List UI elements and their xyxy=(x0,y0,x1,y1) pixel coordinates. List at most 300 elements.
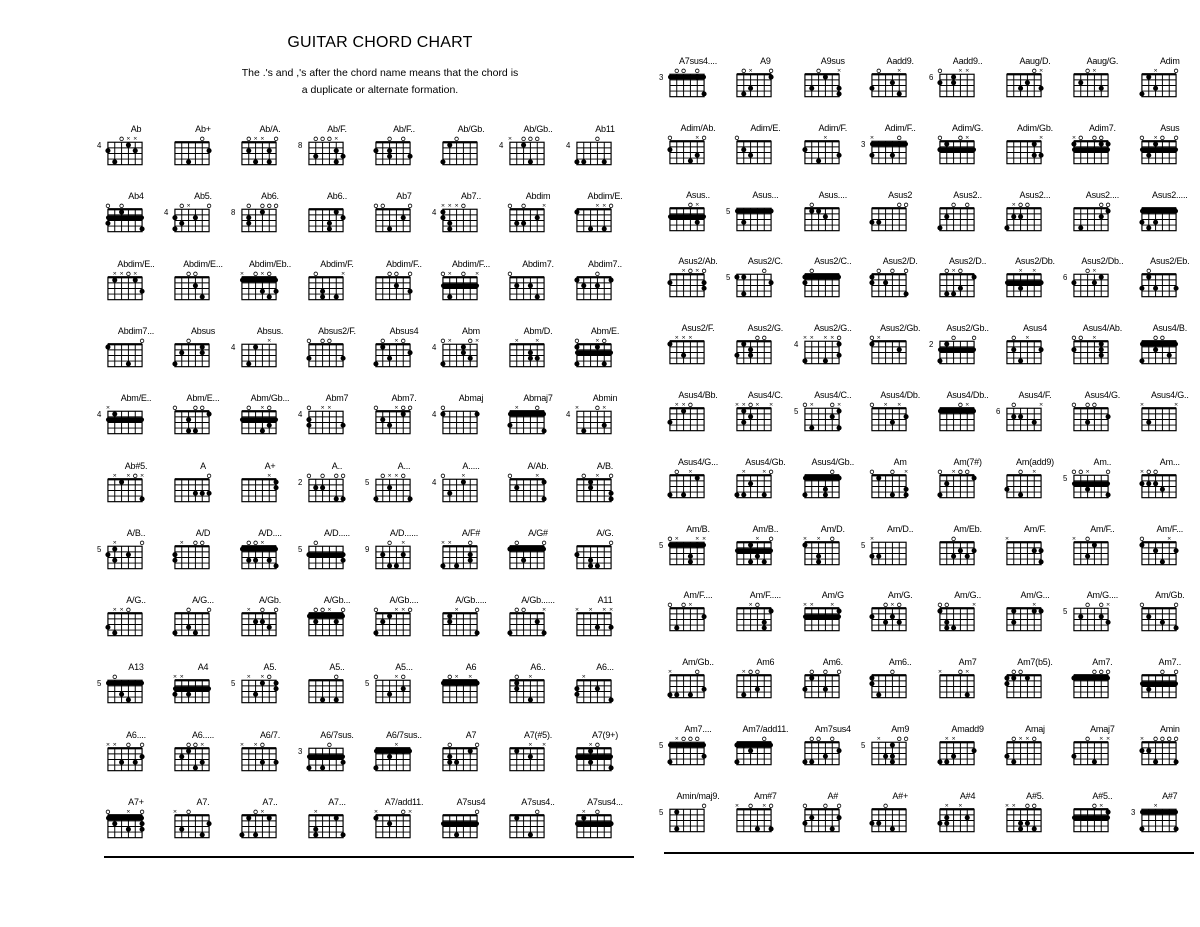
svg-text:×: × xyxy=(1039,134,1044,142)
chord-diagram xyxy=(96,134,145,170)
chord-asus2-ab-right-3-0 xyxy=(667,256,729,306)
chord-am7-add11-right-10-1 xyxy=(734,724,796,774)
chord-diagram xyxy=(96,672,145,708)
chord-diagram xyxy=(306,807,346,843)
chord-abm-left-3-5 xyxy=(431,325,502,376)
chord-diagram xyxy=(507,807,547,843)
chord-name: Am.. xyxy=(1093,456,1112,467)
chord-asus4-right-4-5 xyxy=(1004,323,1066,373)
svg-text:×: × xyxy=(239,740,244,748)
chord-a-g-left-7-1 xyxy=(172,595,234,645)
chord-name: A7/add11. xyxy=(384,797,424,807)
chord-name: A6 xyxy=(465,662,477,673)
svg-text:×: × xyxy=(200,740,205,748)
chord-name: Abdim/F... xyxy=(451,258,490,269)
chord-diagram xyxy=(734,534,774,570)
chord-name: Asus2... xyxy=(1019,189,1051,200)
chord-name: Asus4/C.. xyxy=(814,390,852,400)
svg-text:×: × xyxy=(1072,534,1077,542)
chord-diagram xyxy=(1004,266,1044,302)
chord-diagram xyxy=(239,807,279,843)
chord-name: Am7.... xyxy=(684,724,712,734)
chord-diagram xyxy=(802,266,842,302)
chord-name: A/Gb.... xyxy=(389,595,419,606)
chord-name: Ab/F.. xyxy=(393,124,415,134)
chord-name: Adim xyxy=(1159,56,1180,66)
chord-asus2-g-right-4-2 xyxy=(793,323,864,373)
chord-diagram xyxy=(1071,66,1111,102)
svg-text:×: × xyxy=(802,534,807,542)
chord-name: A7sus4 xyxy=(456,797,486,807)
svg-text:×: × xyxy=(674,334,679,342)
chord-diagram xyxy=(574,672,614,708)
chord-diagram xyxy=(1139,266,1179,302)
svg-text:×: × xyxy=(447,337,452,345)
svg-text:4: 4 xyxy=(431,410,437,420)
svg-text:×: × xyxy=(514,404,519,412)
chord-asharp5-right-11-6 xyxy=(1071,790,1136,841)
chord-diagram xyxy=(869,600,909,636)
chord-name: Adim7. xyxy=(1088,122,1116,133)
chord-asus4-f-right-5-5 xyxy=(995,390,1066,440)
chord-asus-right-1-7 xyxy=(1139,123,1200,173)
chord-diagram xyxy=(306,269,346,305)
svg-text:×: × xyxy=(588,606,593,614)
svg-text:2: 2 xyxy=(297,477,303,487)
chord-diagram xyxy=(667,200,707,236)
chord-name: Asus2/C. xyxy=(747,256,783,267)
chord-name: A/Gb...... xyxy=(521,595,555,606)
chord-name: Aaug/G. xyxy=(1086,56,1119,66)
chord-a-d-left-6-1 xyxy=(172,528,234,578)
chord-name: Abmaj7 xyxy=(523,393,553,404)
chord-name: Abm7 xyxy=(325,393,349,404)
chord-name: Am xyxy=(893,456,907,467)
svg-text:×: × xyxy=(126,808,131,816)
chord-asus-right-2-2 xyxy=(802,190,864,240)
chord-name: A#4 xyxy=(959,790,976,801)
svg-text:×: × xyxy=(769,401,774,409)
chord-amaj-right-10-5 xyxy=(1004,724,1066,774)
svg-text:×: × xyxy=(260,269,265,277)
svg-text:×: × xyxy=(112,539,117,547)
svg-text:×: × xyxy=(334,135,339,143)
chord-name: Abm7. xyxy=(391,393,417,404)
svg-text:×: × xyxy=(260,135,265,143)
chord-name: Amadd9 xyxy=(951,724,984,734)
chord-name: Abdim/Eb.. xyxy=(248,258,292,269)
svg-text:×: × xyxy=(267,337,272,345)
svg-text:×: × xyxy=(695,267,700,275)
chord-diagram xyxy=(658,66,707,102)
svg-text:4: 4 xyxy=(565,410,571,420)
chord-diagram xyxy=(937,266,977,302)
chord-am6-right-9-1 xyxy=(734,657,796,707)
svg-text:×: × xyxy=(958,67,963,75)
chord-diagram xyxy=(565,403,614,439)
svg-text:×: × xyxy=(1092,67,1097,75)
chord-abdim-eb-left-2-2 xyxy=(239,259,301,309)
chord-name: A6.... xyxy=(126,729,146,740)
chord-a6-left-8-5 xyxy=(440,662,502,712)
chord-diagram xyxy=(440,672,480,708)
svg-text:×: × xyxy=(1153,134,1158,142)
chord-a7-left-10-3 xyxy=(306,797,368,847)
chord-diagram xyxy=(96,538,145,574)
chord-adim-ab-right-1-0 xyxy=(667,123,729,173)
chord-name: Asus2/Ab. xyxy=(678,256,718,267)
chord-abdim-f-left-2-5 xyxy=(440,259,502,309)
chord-name: Ab/A. xyxy=(259,124,281,134)
chord-a7sus4-left-10-5 xyxy=(440,797,502,847)
svg-text:×: × xyxy=(105,404,110,412)
chord-name: A/D...... xyxy=(389,527,419,538)
chord-abdim-f-left-2-3 xyxy=(306,259,368,309)
chord-name: Am/Gb.. xyxy=(682,657,714,668)
chord-name: Ab/Gb. xyxy=(457,124,485,134)
chord-name: Asus2/Gb. xyxy=(880,323,921,334)
chord-name: A/G.. xyxy=(126,595,146,606)
chord-am-g-right-8-3 xyxy=(869,590,931,640)
chord-name: Asus2/F. xyxy=(681,323,715,334)
chord-diagram xyxy=(297,403,346,439)
chord-diagram xyxy=(802,667,842,703)
chord-name: Asus4/Gb.. xyxy=(811,456,855,467)
chord-name: Asus4/G... xyxy=(677,456,719,467)
chord-a6-left-8-6 xyxy=(507,662,569,712)
svg-text:×: × xyxy=(253,135,258,143)
chord-name: Am6.. xyxy=(888,657,912,668)
chord-name: A7... xyxy=(328,797,346,807)
chord-name: Abdim7... xyxy=(117,325,155,336)
svg-text:×: × xyxy=(327,404,332,412)
svg-text:×: × xyxy=(836,67,841,75)
chord-name: A/B.. xyxy=(126,527,146,538)
svg-text:×: × xyxy=(260,808,265,816)
svg-text:4: 4 xyxy=(431,477,437,487)
chord-ab-f-left-0-4 xyxy=(373,124,435,174)
chord-abm7-left-4-3 xyxy=(297,393,368,443)
svg-text:4: 4 xyxy=(431,342,437,352)
chord-diagram xyxy=(1004,600,1044,636)
chord-name: Ab6. xyxy=(261,191,279,202)
svg-text:×: × xyxy=(246,673,251,681)
chord-name: Asus2 xyxy=(888,189,913,200)
chord-name: Adim/F.. xyxy=(884,122,916,133)
chord-name: Asus4/Bb. xyxy=(678,390,718,400)
chord-ab5-left-1-1 xyxy=(163,191,234,241)
chord-name: Am7(b5). xyxy=(1017,657,1053,668)
chord-amin-maj9-right-11-0 xyxy=(658,790,729,841)
chord-name: Abdim/F.. xyxy=(386,258,422,269)
chord-amadd9-right-10-4 xyxy=(937,724,999,774)
svg-text:×: × xyxy=(542,606,547,614)
chord-a-gb-left-7-4 xyxy=(373,595,435,645)
chord-name: Asus2/D. xyxy=(882,256,918,267)
chord-a-d-left-6-4 xyxy=(364,527,435,578)
svg-text:×: × xyxy=(1032,468,1037,476)
chord-a7-left-10-1 xyxy=(172,797,234,847)
chord-diagram xyxy=(1139,133,1179,169)
chord-diagram xyxy=(1071,667,1111,703)
chord-name: Am/F.. xyxy=(1090,523,1115,534)
chord-diagram xyxy=(658,801,707,837)
chord-diagram xyxy=(802,734,842,770)
chord-diagram xyxy=(1139,600,1179,636)
svg-text:×: × xyxy=(1011,802,1016,810)
chord-name: Am7. xyxy=(1092,657,1113,668)
svg-text:4: 4 xyxy=(163,208,169,218)
chord-name: Amin xyxy=(1159,724,1180,734)
svg-text:×: × xyxy=(971,601,976,609)
chord-name: Am/Gb. xyxy=(1155,590,1185,601)
svg-text:5: 5 xyxy=(96,544,102,554)
svg-text:×: × xyxy=(105,740,110,748)
chord-diagram xyxy=(440,269,480,305)
chord-diagram xyxy=(431,336,480,372)
svg-text:×: × xyxy=(964,67,969,75)
chord-name: Abdim/E... xyxy=(183,258,223,269)
chord-name: Am(7#) xyxy=(953,456,982,467)
chord-diagram xyxy=(1139,734,1179,770)
chord-name: Am/F..... xyxy=(749,590,781,601)
chord-am6-right-9-2 xyxy=(802,657,864,707)
chord-diagram xyxy=(734,600,774,636)
svg-text:×: × xyxy=(1139,468,1144,476)
right-bottom-rule xyxy=(664,852,1194,854)
svg-text:×: × xyxy=(674,401,679,409)
chord-diagram xyxy=(734,734,774,770)
chord-diagram xyxy=(507,201,547,237)
chord-name: Absus xyxy=(190,325,215,336)
chord-a7-left-10-2 xyxy=(239,797,301,847)
chord-asus2-right-2-3 xyxy=(869,190,931,240)
chord-am-f-right-8-0 xyxy=(667,590,729,640)
chord-diagram xyxy=(373,605,413,641)
chord-asus2-eb-right-3-7 xyxy=(1139,256,1200,306)
svg-text:×: × xyxy=(951,468,956,476)
svg-text:×: × xyxy=(260,539,265,547)
chord-diagram xyxy=(1004,801,1044,837)
svg-text:×: × xyxy=(320,404,325,412)
svg-text:×: × xyxy=(681,334,686,342)
chord-diagram xyxy=(1063,266,1111,302)
chord-name: A7(9+) xyxy=(591,729,619,740)
chord-diagram xyxy=(802,133,842,169)
chord-adim-gb-right-1-5 xyxy=(1004,123,1066,173)
chord-ab11-left-0-7 xyxy=(565,124,636,174)
chord-am-d-right-7-3 xyxy=(861,523,931,574)
svg-text:×: × xyxy=(1085,468,1090,476)
chord-name: Abdim/E.. xyxy=(117,258,155,269)
chord-asus2-right-2-6 xyxy=(1071,190,1133,240)
svg-text:×: × xyxy=(742,668,747,676)
chord-diagram xyxy=(869,400,909,436)
svg-text:×: × xyxy=(119,606,124,614)
svg-text:5: 5 xyxy=(861,740,866,750)
chord-diagram xyxy=(297,740,346,776)
svg-text:5: 5 xyxy=(297,544,303,554)
chord-diagram xyxy=(667,667,707,703)
svg-text:×: × xyxy=(246,606,251,614)
svg-text:5: 5 xyxy=(364,477,370,487)
chord-diagram xyxy=(667,600,707,636)
svg-text:×: × xyxy=(447,269,452,277)
svg-text:×: × xyxy=(327,606,332,614)
chord-diagram xyxy=(1139,467,1179,503)
chord-diagram xyxy=(574,538,614,574)
chord-a9sus-right-0-2 xyxy=(802,56,864,106)
svg-text:×: × xyxy=(1018,735,1023,743)
chord-a6-7sus-left-9-3 xyxy=(297,729,368,780)
svg-text:×: × xyxy=(119,269,124,277)
svg-text:5: 5 xyxy=(726,273,731,283)
svg-text:×: × xyxy=(595,202,600,210)
chord-name: Am/D.. xyxy=(887,523,914,534)
chord-diagram xyxy=(1004,333,1044,369)
chord-a-d-left-6-2 xyxy=(239,528,301,578)
chord-am7sus4-right-10-2 xyxy=(802,724,864,774)
chord-name: A/D xyxy=(195,527,211,538)
svg-text:×: × xyxy=(748,67,753,75)
chord-asharp4-right-11-4 xyxy=(937,791,999,841)
svg-text:×: × xyxy=(1032,601,1037,609)
svg-text:×: × xyxy=(581,808,586,816)
chord-a5-left-8-4 xyxy=(364,662,435,712)
svg-text:5: 5 xyxy=(96,679,102,689)
chord-diagram xyxy=(172,605,212,641)
svg-text:×: × xyxy=(595,471,600,479)
chord-diagram xyxy=(802,801,842,837)
chord-asus2-d-right-3-3 xyxy=(869,256,931,306)
chord-aadd9-right-0-4 xyxy=(928,56,999,106)
chord-name: Adim/E. xyxy=(750,122,781,133)
chord-absus4-left-3-4 xyxy=(373,326,435,376)
svg-text:5: 5 xyxy=(230,679,236,689)
chord-diagram xyxy=(364,672,413,708)
chord-diagram xyxy=(861,133,909,169)
chord-ab-f-left-0-3 xyxy=(297,124,368,174)
svg-text:×: × xyxy=(440,202,445,210)
chord-diagram xyxy=(937,200,977,236)
chord-diagram xyxy=(937,667,977,703)
chord-diagram xyxy=(928,333,977,369)
chord-name: A/D.... xyxy=(258,527,282,538)
chord-name: Asus2/G. xyxy=(747,323,784,334)
svg-text:×: × xyxy=(447,539,452,547)
svg-text:×: × xyxy=(688,334,693,342)
chord-diagram xyxy=(507,538,547,574)
chord-ab7-left-1-4 xyxy=(373,191,435,241)
chord-am-g-right-8-5 xyxy=(1004,590,1066,640)
svg-text:×: × xyxy=(964,401,969,409)
chord-name: A/G. xyxy=(596,527,614,538)
chord-diagram xyxy=(498,134,547,170)
chord-diagram xyxy=(1004,534,1044,570)
chord-diagram xyxy=(1071,734,1111,770)
chord-diagram xyxy=(105,807,145,843)
note-line-2: a duplicate or alternate formation. xyxy=(301,84,459,96)
svg-text:×: × xyxy=(1004,534,1009,542)
svg-text:×: × xyxy=(1039,401,1044,409)
chord-a-left-5-5 xyxy=(431,460,502,511)
chord-name: A7sus4... xyxy=(587,797,623,807)
svg-text:×: × xyxy=(1153,67,1158,75)
chord-ab6-left-1-2 xyxy=(230,191,301,241)
chord-name: Abm/E... xyxy=(186,393,220,404)
chord-diagram xyxy=(1004,467,1044,503)
svg-text:×: × xyxy=(702,534,707,542)
svg-text:×: × xyxy=(313,808,318,816)
svg-text:×: × xyxy=(588,740,593,748)
chord-diagram xyxy=(172,538,212,574)
chord-a-left-5-1 xyxy=(172,461,234,511)
svg-text:×: × xyxy=(528,673,533,681)
chord-diagram xyxy=(230,336,279,372)
chord-name: Amaj7 xyxy=(1090,724,1115,734)
chord-diagram xyxy=(373,201,413,237)
chord-abm-e-left-3-7 xyxy=(574,326,636,376)
chord-adim-f-right-1-2 xyxy=(802,123,864,173)
chord-name: Asus... xyxy=(752,189,779,200)
chord-diagram xyxy=(306,336,346,372)
chord-diagram xyxy=(574,336,614,372)
svg-text:×: × xyxy=(475,337,480,345)
svg-text:×: × xyxy=(595,337,600,345)
svg-text:×: × xyxy=(681,267,686,275)
chord-am-f-right-7-6 xyxy=(1071,524,1133,574)
chord-name: Asus4/Db. xyxy=(880,390,921,400)
chord-name: A7.. xyxy=(262,797,278,807)
chord-a-left-5-3 xyxy=(297,460,368,511)
svg-text:×: × xyxy=(809,601,814,609)
svg-text:4: 4 xyxy=(96,140,102,150)
svg-text:×: × xyxy=(674,735,679,743)
chord-diagram xyxy=(667,333,707,369)
svg-text:×: × xyxy=(944,735,949,743)
svg-text:×: × xyxy=(748,601,753,609)
chord-name: Am/B.. xyxy=(752,523,779,534)
chord-diagram xyxy=(734,801,774,837)
chord-asus2-right-2-4 xyxy=(937,190,999,240)
chord-diagram xyxy=(172,807,212,843)
svg-text:×: × xyxy=(440,539,445,547)
chord-diagram xyxy=(230,672,279,708)
chord-diagram xyxy=(239,269,279,305)
chord-diagram xyxy=(373,807,413,843)
chord-name: A9 xyxy=(760,56,771,66)
chord-name: A5.. xyxy=(329,662,345,673)
chord-am-b-right-7-0 xyxy=(658,523,729,574)
svg-text:×: × xyxy=(897,401,902,409)
chord-name: Asus xyxy=(1160,122,1180,133)
chord-name: Asus2.. xyxy=(953,189,982,200)
chord-asus2-db-right-3-5 xyxy=(1004,256,1066,306)
svg-text:×: × xyxy=(468,673,473,681)
svg-text:×: × xyxy=(890,601,895,609)
chord-diagram xyxy=(802,467,842,503)
chord-name: A5. xyxy=(263,662,277,673)
svg-text:×: × xyxy=(454,202,459,210)
chord-asus4-g-right-6-0 xyxy=(667,457,729,507)
chord-abm-e-left-4-0 xyxy=(96,393,167,443)
chord-am-f-right-8-1 xyxy=(734,590,796,640)
chord-am-f-right-7-7 xyxy=(1139,524,1200,574)
chord-name: A7sus4.... xyxy=(678,56,718,66)
chord-name: A4 xyxy=(197,662,209,673)
chord-am-right-6-6 xyxy=(1063,456,1133,507)
svg-text:×: × xyxy=(809,334,814,342)
